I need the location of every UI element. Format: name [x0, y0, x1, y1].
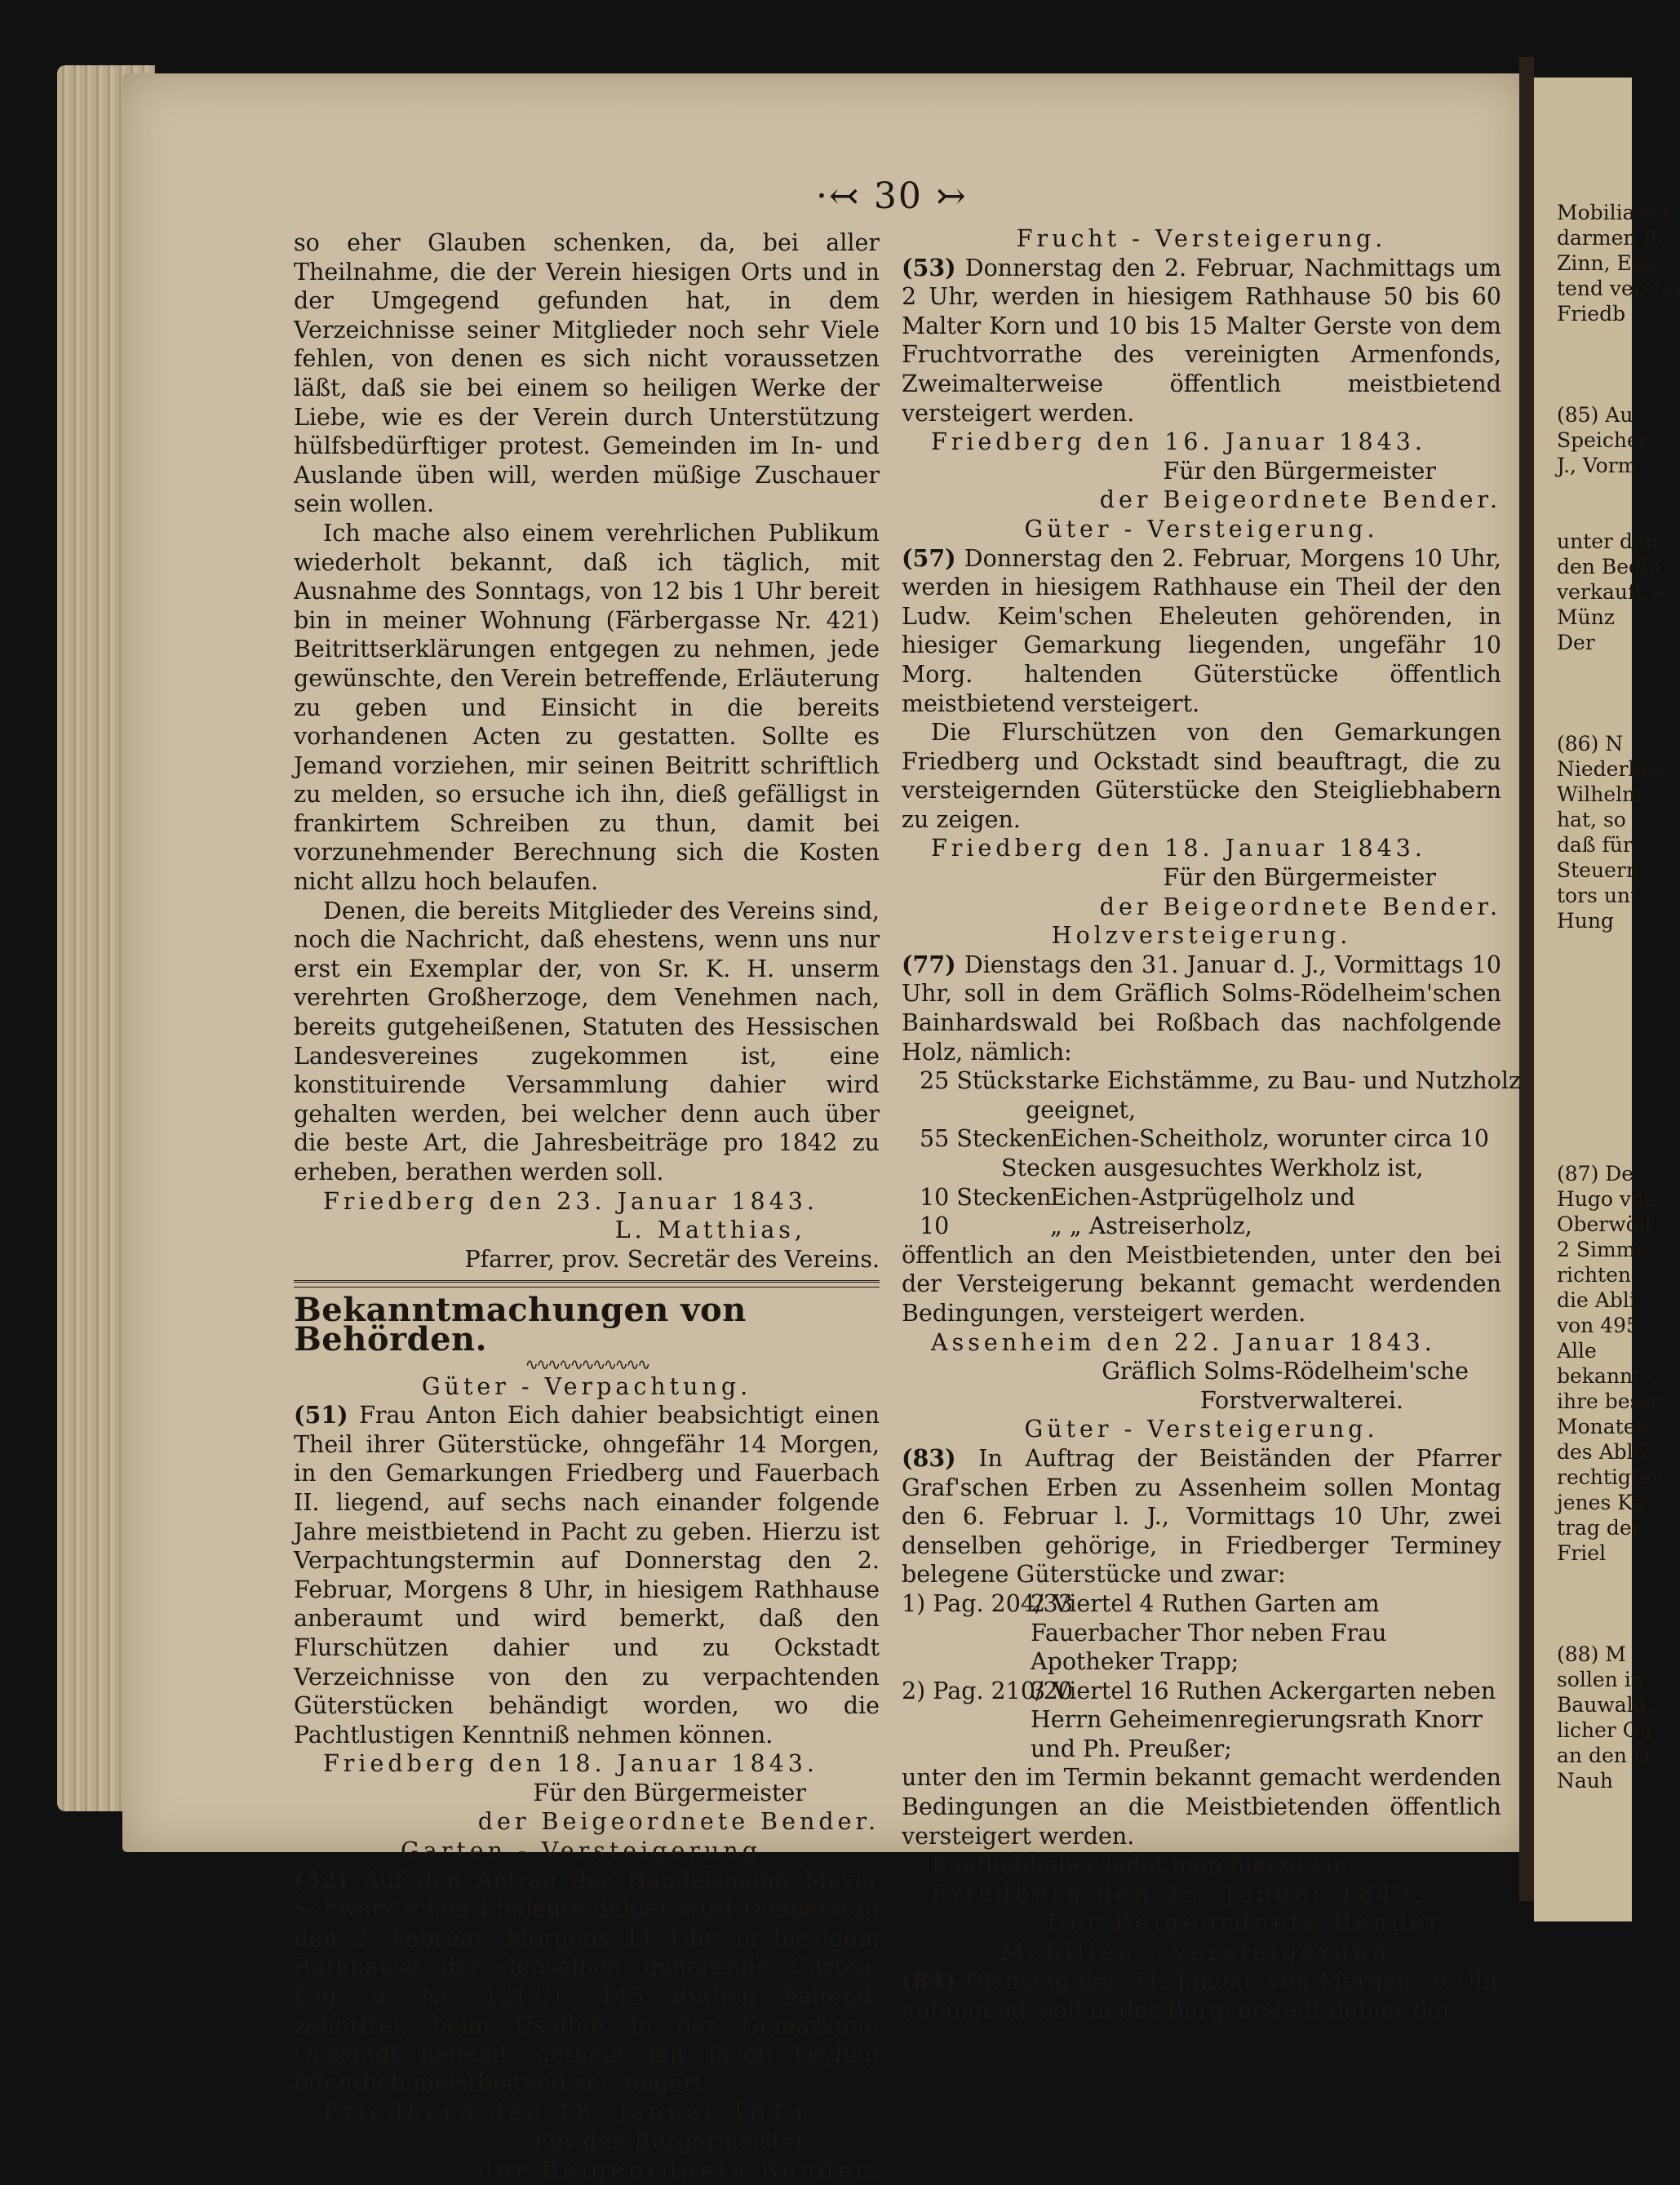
- next-page-fragment: (86) N: [1557, 732, 1624, 756]
- notice-number: (51): [294, 1401, 348, 1429]
- next-page-fragment: hat, so: [1557, 808, 1626, 831]
- item-qty: 25 Stück: [920, 1067, 1024, 1095]
- notice-text: In Auftrag der Beiständen der Pfarrer Graf'schen Erben zu Assenheim sollen Montag den 6. Februar l. J., Vormittags 10 Uhr, zwei denselben gehörige, in Friedberger Terminey belegene Güterstücke und zwar:: [902, 1444, 1502, 1589]
- next-page-fragment: tend verstei: [1557, 277, 1680, 300]
- next-page-fragment: [1534, 1060, 1632, 1085]
- dateline: Friedberg den 16. Januar 1843.: [931, 428, 1426, 456]
- item-cont: Stecken ausgesuchtes Werkholz ist,: [1001, 1155, 1424, 1181]
- next-page-fragment: Monaten: [1557, 1415, 1649, 1438]
- next-page-fragment: [1534, 1009, 1632, 1035]
- next-page-fragment: Hung: [1557, 909, 1615, 933]
- intro-paragraph: so eher Glauben schenken, da, bei aller Theilnahme, die der Verein hiesigen Orts und in der Umgegend gefunden hat, in dem Verzeichnisse seiner Mitglieder noch sehr Viele fehlen, von denen es sich nicht voraussetzen läßt, daß sie bei einem so heiligen Werke der Liebe, wie es der Verein durch Unterstützung hülfsbedürftiger protest. Gemeinden im In- und Auslande üben will, werden müßige Zuschauer sein wollen.: [294, 229, 880, 518]
- dateline: Friedberg den 18. Januar 1843.: [323, 1750, 818, 1778]
- signature-line: der Beigeordnete Bender.: [477, 2156, 880, 2184]
- next-page-fragment: trag der: [1557, 1516, 1642, 1540]
- notice-text: Dienstags den 31. Januar d. J., Vormittags 10 Uhr, soll in dem Gräflich Solms-Rödelheim'schen Bainhardswald bei Roßbach das nachfolgende Holz, nämlich:: [902, 951, 1501, 1066]
- next-page-fragment: [1534, 706, 1632, 731]
- notice-text: öffentlich an den Meistbietenden, unter den bei der Versteigerung bekannt gemacht werdenden Bedingungen, versteigert werden.: [902, 1241, 1501, 1327]
- next-page-fragment: [1534, 1085, 1632, 1110]
- parcel-ref: 2) Pag. 210/20: [902, 1677, 1073, 1704]
- notice-number: (52): [294, 1865, 348, 1894]
- next-page-fragment: die Abli: [1557, 1288, 1636, 1312]
- next-page-fragment: Hugo von: [1557, 1187, 1657, 1211]
- signature-line: Für den Bürgermeister: [533, 1779, 806, 1806]
- next-page-fragment: Friedb: [1557, 302, 1626, 326]
- next-page-fragment: an den D: [1557, 1744, 1650, 1767]
- next-page-fragment: (88) M: [1557, 1642, 1626, 1666]
- parcel-ref: 1) Pag. 204/33: [902, 1589, 1073, 1617]
- next-page-fragment: [1534, 503, 1632, 529]
- notice-text: Kaufliebhaber ladet man hierzu ein.: [931, 1851, 1355, 1879]
- next-page-fragment: licher Gü: [1557, 1718, 1652, 1742]
- notice-title: Güter - Verpachtung.: [421, 1372, 752, 1400]
- dateline: Friedberg den 25. Januar 1843.: [931, 1880, 1426, 1908]
- signature-name: L. Matthias,: [614, 1217, 806, 1244]
- dateline: Friedberg den 23. Januar 1843.: [323, 1187, 818, 1215]
- signature-line: Für den Bürgermeister: [1163, 864, 1436, 892]
- next-page-fragment: den Bedin: [1557, 555, 1662, 578]
- notice-body: [294, 1401, 880, 1749]
- notice-title: Holzversteigerung.: [1051, 922, 1352, 950]
- next-page-fragment: (87) De: [1557, 1162, 1634, 1186]
- signature-line: Der Beigeordnete Bender.: [1047, 1909, 1452, 1937]
- item-text: Eichen-Scheitholz, worunter circa 10: [1050, 1125, 1489, 1153]
- notice-number: (77): [902, 950, 956, 978]
- item-text: Eichen-Astprügelholz und: [1050, 1183, 1355, 1211]
- next-page-fragment: J., Vorm: [1557, 454, 1638, 477]
- next-page-fragment: jenes Ka: [1557, 1491, 1645, 1514]
- paragraph-membership: Ich mache also einem verehrlichen Publikum wiederholt bekannt, daß ich täglich, mit Ausnahme des Sonntags, von 12 bis 1 Uhr bereit bin in meiner Wohnung (Färbergasse Nr. 421) Beitrittserklärungen entgegen zu nehmen, jede gewünschte, den Verein betreffende, Erläuterung zu geben und Einsicht in die bereits vorhandenen Acten zu gestatten. Sollte es Jemand vorziehen, mir seinen Beitritt schriftlich zu melden, so ersuche ich ihn, dieß gefälligst in frankirtem Schreiben zu thun, damit bei vorzunehmender Berechnung sich die Kosten nicht allzu hoch belaufen.: [294, 519, 880, 896]
- dateline: Friedberg den 18. Januar 1843.: [323, 2099, 818, 2126]
- list-item: [920, 1124, 1501, 1182]
- wood-list: [902, 1066, 1522, 1241]
- next-page-fragment: [1534, 984, 1632, 1009]
- next-page-fragment: [1534, 1591, 1632, 1616]
- next-page-fragment: [1534, 352, 1632, 377]
- ornament-left: ·↢: [816, 175, 874, 217]
- list-item: [902, 1677, 1501, 1764]
- next-page-fragment: Münz: [1557, 605, 1615, 629]
- next-page-fragment: ihre bessc: [1557, 1389, 1663, 1413]
- notice-number: (83): [902, 1443, 956, 1472]
- next-page-fragment: rechtigten: [1557, 1465, 1664, 1489]
- list-item: [902, 1589, 1501, 1677]
- notice-body: [294, 1866, 880, 2099]
- next-page-fragment: [1534, 1616, 1632, 1642]
- notice-title: Mobilien - Versteigerung.: [1000, 1939, 1403, 1966]
- signature-title: Pfarrer, prov. Secretär des Vereins.: [464, 1245, 880, 1273]
- section-heading: Bekanntmachungen von Behörden.: [294, 1291, 747, 1358]
- next-page-fragment: von 495: [1557, 1314, 1639, 1337]
- next-page-fragment: Steuern: [1557, 858, 1639, 882]
- signature-line: der Beigeordnete Bender.: [1099, 893, 1501, 920]
- signature-line: Für den Bürgermeister: [533, 2128, 806, 2155]
- notice-title: Güter - Versteigerung.: [1024, 515, 1379, 543]
- next-page-fragment: Der: [1557, 631, 1595, 654]
- next-page-fragments: [1534, 78, 1680, 1793]
- notice-body: [902, 254, 1501, 428]
- next-page-fragment: Bauwald,: [1557, 1693, 1653, 1717]
- next-page-fragment: [1534, 959, 1632, 984]
- book-gutter: [1519, 57, 1534, 1901]
- item-text: starke Eichstämme, zu Bau- und Nutzholz: [1026, 1067, 1522, 1095]
- notice-body: [902, 951, 1501, 1066]
- next-page-fragment: 2 Simme: [1557, 1238, 1648, 1261]
- notice-title: Güter - Versteigerung.: [1024, 1416, 1379, 1443]
- next-page-fragment: Nauh: [1557, 1769, 1613, 1793]
- notice-text: Dienstag den 31. Januar, von Morgens 9 Uhr anfangend, soll in der Burgvorstadt dahier der: [902, 1967, 1501, 2024]
- notice-title: Garten - Versteigerung.: [400, 1837, 774, 1865]
- section-rule: [294, 1280, 880, 1288]
- item-qty: 55 Stecken: [920, 1125, 1052, 1153]
- list-item: [920, 1183, 1501, 1212]
- notice-text: Auf den Antrag der Handelsmann Meyer Schwarz'schen Eheleute dahier wird Donnerstag den 2. Februar, Morgens 11 Uhr, in hiesigem Rathhause der denselben gehörende Garten, Pag. u. Nr. 1217/1, 145 Ruthen haltend, zehntfrei, beim Usafluß in der Gemarkung Ockstadt liegend, getheilt mit Jacob Feyling öffentlich meistbietend versteigert.: [294, 1866, 880, 2097]
- item-text: „ „ Astreiserholz,: [1050, 1212, 1252, 1240]
- dateline: Assenheim den 22. Januar 1843.: [931, 1328, 1436, 1356]
- next-page-fragment: Oberwöll: [1557, 1212, 1651, 1236]
- next-page-fragment: Speicher: [1557, 428, 1649, 452]
- notice-number: (84): [902, 1966, 956, 1995]
- next-page-fragment: [1534, 1110, 1632, 1136]
- next-page-fragment: des Ablö: [1557, 1440, 1646, 1464]
- notice-text: Donnerstag den 2. Februar, Morgens 10 Uhr, werden in hiesigem Rathhause ein Theil der den Ludw. Keim'schen Eheleuten gehörenden, in hiesiger Gemarkung liegenden, ungefähr 10 Morg. haltenden Güterstücke öffentlich meistbietend versteigert.: [902, 544, 1501, 717]
- next-page-fragment: unter den: [1557, 530, 1658, 553]
- next-page-fragment: Zinn, Eise: [1557, 251, 1661, 275]
- signature-line: Forstverwalterei.: [1199, 1386, 1403, 1414]
- decorative-wave: ∿∿∿∿∿∿∿∿∿∿∿: [525, 1354, 649, 1374]
- item-cont: geeignet,: [1026, 1096, 1137, 1124]
- list-item: [920, 1066, 1522, 1124]
- next-page-fragment: Alle: [1557, 1339, 1597, 1363]
- notice-body: [902, 1967, 1501, 2025]
- notice-body: [902, 544, 1501, 719]
- item-qty: 10: [920, 1212, 950, 1240]
- next-page-fragment: [1534, 680, 1632, 706]
- next-page-strip: [1534, 78, 1680, 1921]
- next-page-fragment: Niederbes: [1557, 757, 1664, 781]
- next-page-fragment: [1534, 478, 1632, 503]
- dateline: Friedberg den 18. Januar 1843.: [931, 835, 1426, 862]
- parcel-list: [902, 1589, 1501, 1764]
- item-qty: 10 Stecken: [920, 1183, 1052, 1211]
- notice-text: Die Flurschützen von den Gemarkungen Friedberg und Ockstadt sind beauftragt, die zu versteigernden Güterstücke den Steigliebhabern zu zeigen.: [902, 719, 1501, 833]
- next-page-fragment: (85) Au: [1557, 403, 1633, 427]
- next-page-fragment: darmen Be: [1557, 226, 1670, 250]
- notice-text: Donnerstag den 2. Februar, Nachmittags um 2 Uhr, werden in hiesigem Rathhause 50 bis 60 Malter Korn und 10 bis 15 Malter Gerste von dem Fruchtvorrathe des vereinigten Armenfonds, Zweimalterweise öffentlich meistbietend versteigert werden.: [902, 254, 1502, 427]
- next-page-fragment: tors unt: [1557, 884, 1639, 907]
- next-page-fragment: sollen in: [1557, 1668, 1644, 1691]
- parcel-text: 2 Viertel 4 Ruthen Garten am Fauerbacher Thor neben Frau Apotheker Trapp;: [1031, 1589, 1387, 1676]
- signature-line: Gräflich Solms-Rödelheim'sche: [1102, 1358, 1469, 1385]
- notice-number: (57): [902, 543, 956, 572]
- next-page-fragment: Mobiliarna: [1557, 201, 1670, 224]
- next-page-fragment: bekannt c: [1557, 1364, 1660, 1388]
- signature-line: der Beigeordnete Bender.: [477, 1808, 880, 1836]
- notice-body: [902, 1444, 1501, 1589]
- next-page-fragment: richten,: [1557, 1263, 1638, 1287]
- ornament-right: ↣: [922, 175, 968, 217]
- next-page-fragment: [1534, 1566, 1632, 1591]
- next-page-fragment: Wilhelm: [1557, 782, 1642, 806]
- next-page-fragment: [1534, 655, 1632, 680]
- page-number: [816, 175, 968, 217]
- left-column: [294, 228, 880, 2185]
- next-page-fragment: [1534, 933, 1632, 959]
- paragraph-statutes: Denen, die bereits Mitglieder des Vereins sind, noch die Nachricht, daß ehestens, wenn uns nur erst ein Exemplar der, von Sr. K. H. unserm verehrten Großherzoge, dem Venehmen nach, bereits gutgeheißenen, Statuten des Hessischen Landesvereines zugekommen ist, eine konstituirende Versammlung dahier wird gehalten werden, bei welcher denn auch über die beste Art, die Jahresbeiträge pro 1842 zu erheben, berathen werden soll.: [294, 897, 880, 1186]
- next-page-fragment: [1534, 377, 1632, 402]
- notice-text: unter den im Termin bekannt gemacht werdenden Bedingungen an die Meistbietenden öffentlich versteigert werden.: [902, 1764, 1501, 1850]
- right-column: [902, 224, 1522, 2025]
- next-page-fragment: daß für: [1557, 833, 1633, 857]
- next-page-fragment: [1534, 1035, 1632, 1060]
- next-page-fragment: verkauft w: [1557, 580, 1668, 604]
- parcel-text: 3 Viertel 16 Ruthen Ackergarten neben Herrn Geheimenregierungsrath Knorr und Ph. Preußer;: [1031, 1677, 1496, 1762]
- signature-line: Für den Bürgermeister: [1163, 457, 1436, 485]
- next-page-fragment: [1534, 326, 1632, 352]
- next-page-fragment: [1534, 1136, 1632, 1161]
- notice-number: (53): [902, 253, 956, 281]
- next-page-fragment: Friel: [1557, 1541, 1607, 1565]
- list-item: [920, 1212, 1501, 1241]
- signature-line: der Beigeordnete Bender.: [1099, 486, 1501, 514]
- page-number-value: 30: [873, 175, 923, 217]
- notice-text: Frau Anton Eich dahier beabsichtigt einen Theil ihrer Güterstücke, ohngefähr 14 Morgen, in den Gemarkungen Friedberg und Fauerbach II. liegend, auf sechs nach einander folgende Jahre meistbietend in Pacht zu geben. Hierzu ist Verpachtungstermin auf Donnerstag den 2. Februar, Morgens 8 Uhr, in hiesigem Rathhause anberaumt und wird bemerkt, daß den Flurschützen dahier und zu Ockstadt Verzeichnisse von den zu verpachtenden Güterstücken behändigt worden, wo die Pachtlustigen Kenntniß nehmen können.: [294, 1402, 880, 1748]
- notice-title: Frucht - Versteigerung.: [1016, 225, 1387, 252]
